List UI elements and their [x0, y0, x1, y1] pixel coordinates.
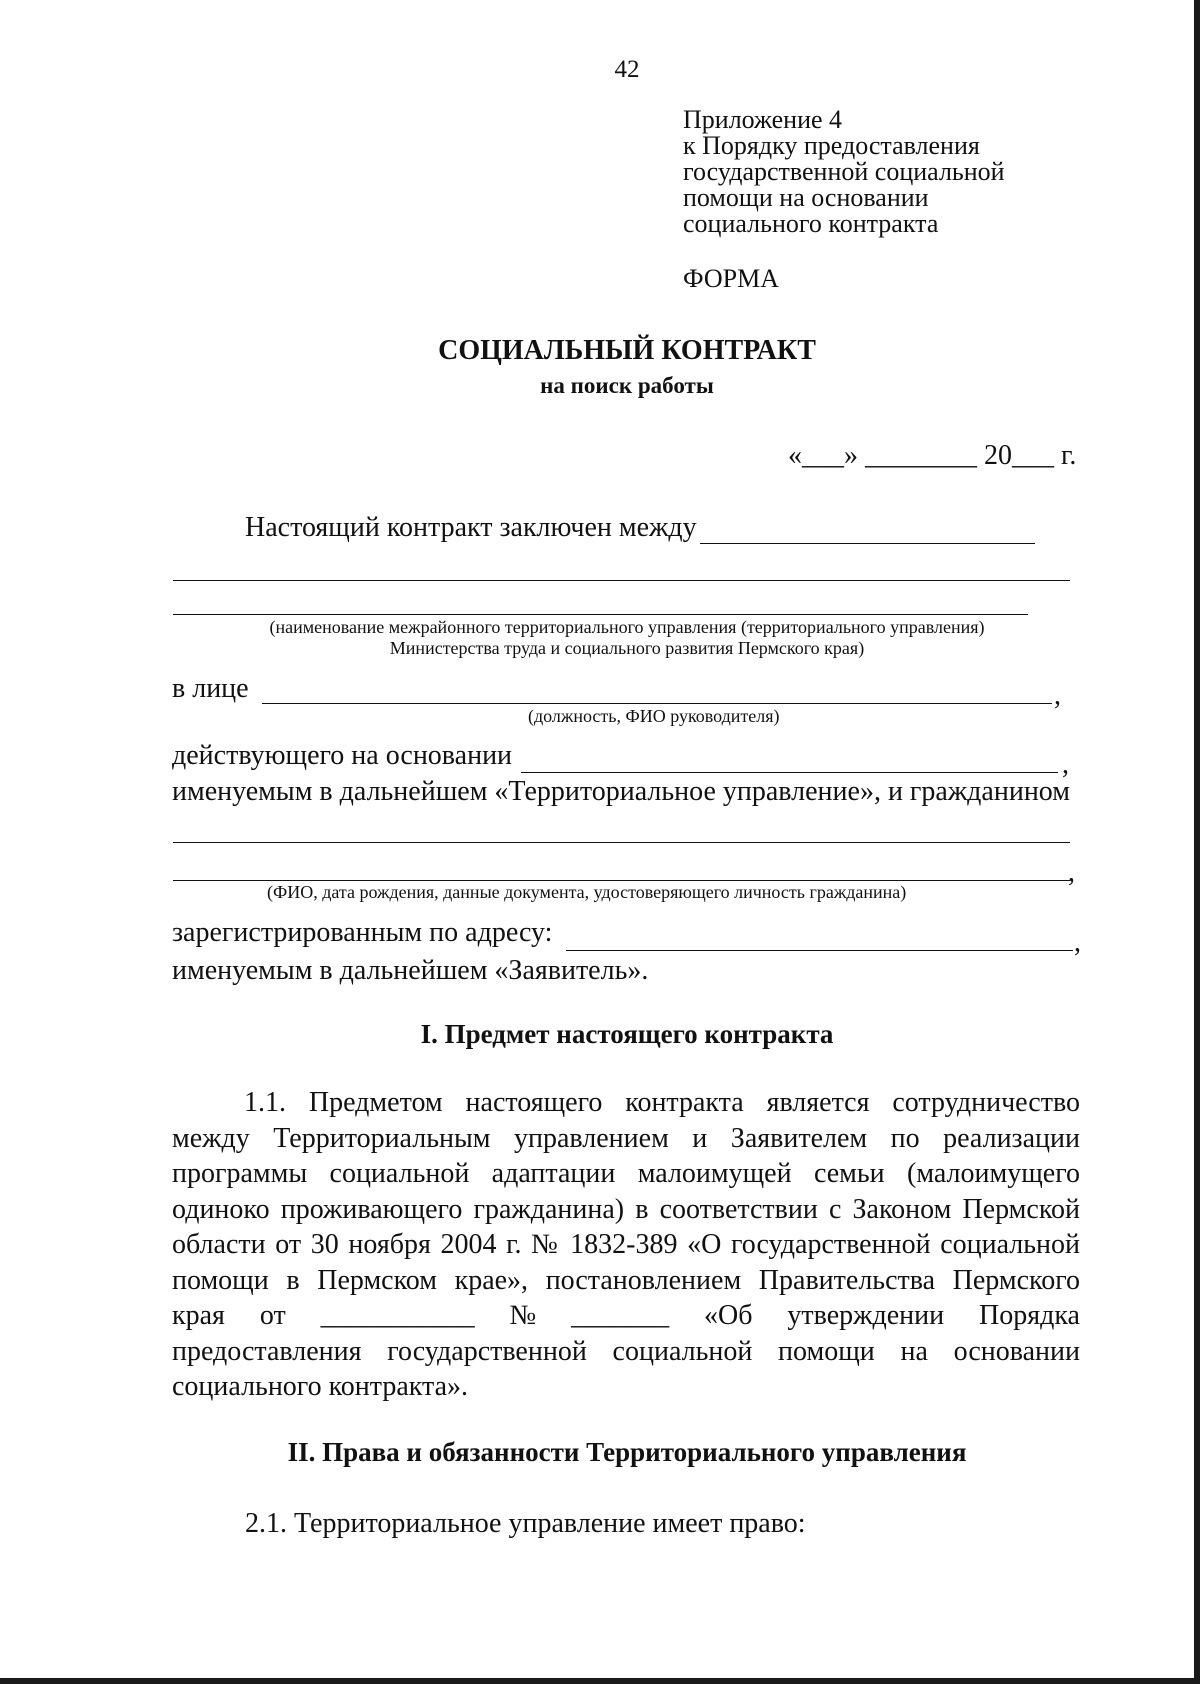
document-subtitle: на поиск работы: [540, 373, 714, 398]
appendix-line: Приложение 4: [683, 105, 843, 134]
section-2-heading: II. Права и обязанности Территориального управления: [287, 1437, 967, 1467]
address-line: [566, 950, 1073, 951]
form-label: ФОРМА: [683, 264, 779, 293]
party-name-line: [173, 580, 1070, 581]
word: №: [509, 1300, 537, 1331]
caption-head: (должность, ФИО руководителя): [528, 706, 780, 726]
paragraph-line: области от 30 ноября 2004 г. № 1832-389 «О государственной социальной: [172, 1229, 1080, 1260]
paragraph-line: помощи в Пермском крае», постановлением Правительства Пермского: [172, 1264, 1080, 1296]
citizen-line: [173, 880, 1070, 881]
named-applicant-text: именуемым в дальнейшем «Заявитель».: [172, 955, 649, 986]
appendix-line: помощи на основании: [683, 183, 929, 212]
page-number: 42: [614, 56, 640, 83]
paragraph-line: одиноко проживающего гражданина) в соответствии с Законом Пермской: [172, 1193, 1080, 1225]
appendix-line: социального контракта: [683, 209, 939, 238]
appendix-line: к Порядку предоставления: [683, 131, 980, 160]
caption-citizen: (ФИО, дата рождения, данные документа, удостоверяющего личность гражданина): [267, 882, 907, 902]
scan-edge-bottom: [0, 1678, 1200, 1684]
word: края: [172, 1300, 225, 1331]
intro-text: Настоящий контракт заключен между: [245, 512, 697, 543]
in-person-label: в лице: [172, 673, 249, 704]
citizen-line: [173, 842, 1070, 843]
scan-edge-right: [1194, 0, 1200, 1684]
named-territorial-text: именуемым в дальнейшем «Территориальное управление», и гражданином: [172, 776, 1070, 807]
section-1-paragraph: [172, 1085, 1080, 1405]
date-field: «___» ________ 20___ г.: [788, 440, 1077, 471]
head-name-line: [262, 703, 1052, 704]
comma: ,: [1062, 749, 1069, 780]
comma: ,: [1074, 927, 1081, 958]
caption-org: (наименование межрайонного территориального управления (территориального управления): [269, 617, 985, 637]
comma: ,: [1054, 680, 1061, 711]
blank-date: ___________: [320, 1300, 475, 1331]
registered-address-label: зарегистрированным по адресу:: [172, 917, 553, 948]
blank-number: _______: [571, 1300, 670, 1331]
party-name-line: [173, 614, 1028, 615]
appendix-reference: [683, 107, 1005, 237]
appendix-line: государственной социальной: [683, 157, 1005, 186]
paragraph-line: [172, 1298, 1080, 1334]
word: Порядка: [979, 1300, 1080, 1331]
word: от: [259, 1300, 286, 1331]
paragraph-line: 1.1. Предметом настоящего контракта является сотрудничество: [244, 1087, 1080, 1118]
paragraph-line: между Территориальным управлением и Заявителем по реализации: [172, 1122, 1080, 1154]
document-title: СОЦИАЛЬНЫЙ КОНТРАКТ: [438, 335, 816, 366]
paragraph-line: программы социальной адаптации малоимущей семьи (малоимущего: [172, 1158, 1080, 1189]
section-1-heading: I. Предмет настоящего контракта: [420, 1019, 834, 1049]
section-2-item: 2.1. Территориальное управление имеет право:: [245, 1508, 806, 1539]
party-name-line: [700, 543, 1035, 544]
word: «Об: [704, 1300, 753, 1331]
acting-basis-label: действующего на основании: [172, 740, 513, 771]
basis-line: [521, 772, 1058, 773]
paragraph-line: предоставления государственной социальной помощи на основании: [172, 1335, 1080, 1367]
caption-org: Министерства труда и социального развития Пермского края): [389, 638, 865, 658]
word: утверждении: [787, 1300, 945, 1331]
comma: ,: [1068, 857, 1075, 888]
paragraph-line: социального контракта».: [172, 1371, 468, 1402]
